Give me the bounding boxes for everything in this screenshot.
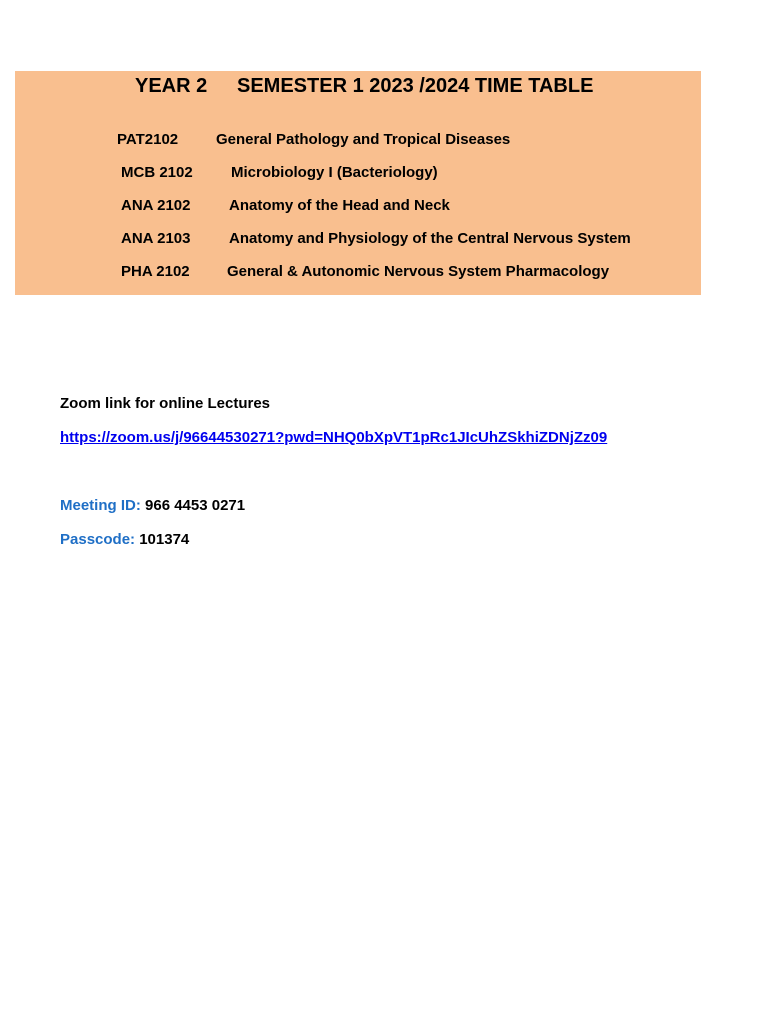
timetable-title [0, 75, 768, 99]
zoom-link[interactable]: https://zoom.us/j/96644530271?pwd=NHQ0bXpVT1pRc1JIcUhZSkhiZDNjZz09 [60, 429, 608, 446]
meeting-id-value: 966 4453 0271 [145, 497, 246, 514]
passcode-label: Passcode: [60, 531, 136, 548]
course-code: MCB 2102 [121, 164, 193, 181]
course-name: Anatomy of the Head and Neck [229, 197, 450, 214]
title-year: YEAR 2 [135, 75, 208, 97]
meeting-id-line [60, 497, 245, 514]
course-name: General Pathology and Tropical Diseases [216, 131, 511, 148]
passcode-value: 101374 [139, 531, 190, 548]
course-name: General & Autonomic Nervous System Pharmacology [227, 263, 610, 280]
passcode-line [60, 531, 189, 548]
course-name: Microbiology I (Bacteriology) [231, 164, 438, 181]
course-code: ANA 2102 [121, 197, 191, 214]
zoom-label: Zoom link for online Lectures [60, 395, 271, 412]
course-row [0, 131, 768, 151]
course-code: PAT2102 [117, 131, 179, 148]
title-semester: SEMESTER 1 2023 /2024 TIME TABLE [237, 75, 594, 97]
meeting-id-label: Meeting ID: [60, 497, 141, 514]
course-name: Anatomy and Physiology of the Central Nervous System [229, 230, 631, 247]
course-row [0, 263, 768, 283]
course-row [0, 230, 768, 250]
course-row [0, 164, 768, 184]
course-row [0, 197, 768, 217]
course-code: PHA 2102 [121, 263, 190, 280]
course-code: ANA 2103 [121, 230, 191, 247]
